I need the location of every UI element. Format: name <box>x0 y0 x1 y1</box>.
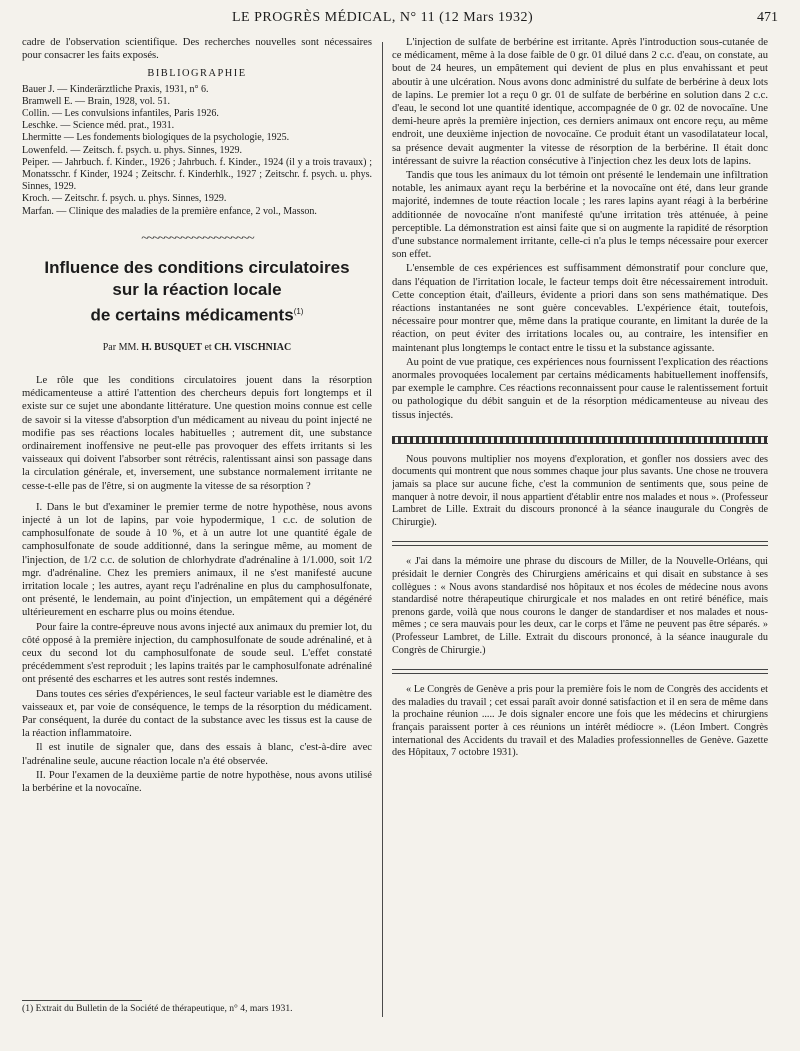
journal-title: LE PROGRÈS MÉDICAL, N° 11 (12 Mars 1932) <box>232 10 534 25</box>
footnote: (1) Extrait du Bulletin de la Société de thérapeutique, n° 4, mars 1931. <box>22 1003 293 1014</box>
article-title-line: sur la réaction locale <box>112 280 282 300</box>
body-paragraph: Pour faire la contre-épreuve nous avons injecté aux animaux du premier lot, du côté opposé à la première injection, du camphosulfonate de soude adrénaliné, et à ceux du second lot du camphosulfonate de soude seul. L'effet constaté précédemment s'est reproduit ; les lapins traités par le camphosulfonate adrénaliné ont présenté des escharres et les autres sont restés indemnes. <box>22 621 372 686</box>
footnote-marker: (1) <box>293 307 304 317</box>
page-number: 471 <box>757 10 778 25</box>
footnote-rule <box>22 1000 142 1001</box>
body-paragraph: I. Dans le but d'examiner le premier terme de notre hypothèse, nous avons injecté à un lot de lapins, par voie hypodermique, 1 c.c. de solution de camphosulfonate de soude à 10 %, et à un autre lot une quantité égale de camphosulfonate de soude additionné, dans la seringue même, au moment de l'injection, de 1/2 c.c. de solution de chlorhydrate d'adrénaline à 1/1.000, soit 1/2 mgr. d'adrénaline. Chez les premiers animaux, il ne s'est manifesté aucune irritation locale ; les autres, ayant reçu l'adrénaline en plus du camphosulfonate, ont présenté, le lendemain, au point d'injection, un empâtement qui a dégénéré ultérieurement en escharre plus ou moins étendue. <box>22 501 372 619</box>
bibliography-entry: Lowenfeld. — Zeitsch. f. psych. u. phys. Sinnes, 1929. <box>22 144 242 156</box>
article-title <box>22 257 372 327</box>
bibliography-list <box>22 84 372 218</box>
body-paragraph: Il est inutile de signaler que, dans des essais à blanc, c'est-à-dire avec l'adrénaline seule, aucune réaction locale n'a été observée. <box>22 742 372 767</box>
quote-text: « J'ai dans la mémoire une phrase du discours de Miller, de la Nouvelle-Orléans, qui présidait le dernier Congrès des Chirurgiens américains et qui disait en substance à ses collègues : « Nous avons standardisé nos hôpitaux et nos écoles de médecine nous avons standardisé notre thérapeutique chirurgicale et nos malades en ont retiré bénéfice, mais prenons garde, voilà que nous courons le danger de standardiser et nos malades et nous-mêmes ; ce sera mauvais pour les deux, car le corps et l'âme ne peuvent pas être séparés. » (Professeur Lambret, de Lille. Extrait du discours prononcé, à la séance inaugurale du Congrès de Chirurgie.) <box>392 556 768 656</box>
bibliography-entry: Leschke. — Science méd. prat., 1931. <box>22 120 175 132</box>
column-divider <box>382 42 383 1017</box>
quote-text: Nous pouvons multiplier nos moyens d'exploration, et gonfler nos dossiers avec des documents qui montrent que nous sommes chaque jour plus savants. Une chose ne trouvera jamais sa place sur aucune fiche, c'est la communion de sentiments que, sous peine de manquer à notre devoir, il nous appartient d'établir entre nos malades et nous ». (Professeur Lambret de Lille. Extrait du discours prononcé à la séance inaugurale du Congrès de Chirurgie). <box>392 453 768 528</box>
article-body-left <box>22 374 372 795</box>
bibliography-heading: BIBLIOGRAPHIE <box>147 68 247 80</box>
article-body-right <box>392 36 768 422</box>
byline <box>22 341 372 354</box>
bibliography-entry: Bauer J. — Kinderärztliche Praxis, 1931, n° 6. <box>22 83 209 95</box>
article-title-line: de certains médicaments <box>90 305 294 325</box>
body-paragraph: II. Pour l'examen de la deuxième partie de notre hypothèse, nous avons utilisé la berbérine et la novocaïne. <box>22 769 372 794</box>
bibliography-entry: Peiper. — Jahrbuch. f. Kinder., 1926 ; Jahrbuch. f. Kinder., 1924 (il y a trois travaux) ; Monatsschr. f Kinder, 1924 ; Zeitschr. f. Kinderhlk., 1927 ; Zeitschr. f. psych. u. phys. Sinnes, 1929. <box>22 156 372 193</box>
body-paragraph: Tandis que tous les animaux du lot témoin ont présenté le lendemain une infiltration notable, les animaux ayant reçu la berbérine et la novocaïne ont été, dans leur grande majorité, indemnes de toute réaction locale ; les rares lapins ayant réagi à la berbérine additionnée de novocaïne n'ont manifesté qu'une irritation très atténuée, à peine perceptible. La démonstration est ainsi faite que si on augmente la rapidité de résorption d'une substance normalement irritante, celle-ci n'a plus le temps nécessaire pour exercer son effet. <box>392 170 768 261</box>
author-name: H. BUSQUET <box>141 341 202 353</box>
bibliography-entry: Kroch. — Zeitschr. f. psych. u. phys. Sinnes, 1929. <box>22 193 227 205</box>
quote-block <box>392 556 768 657</box>
body-paragraph: Le rôle que les conditions circulatoires jouent dans la résorption médicamenteuse a attiré l'attention des chercheurs depuis fort longtemps et il existe sur ce sujet une abondante littérature. Une question moins connue est celle de savoir si la vitesse d'absorption d'un médicament au niveau du point injecté ne modifie pas ses réactions locales habituelles ; autrement dit, une substance ordinairement inoffensive ne peut-elle pas provoquer des effets irritants si les vaisseaux qui doivent l'absorber sont rétrécis, ralentissant ainsi son passage dans la circulation générale, et, inversement, une substance normalement irritante ne cesse-t-elle pas de l'être, si on augmente la vitesse de sa résorption ? <box>22 374 372 492</box>
quote-separator <box>392 541 768 546</box>
section-separator <box>392 436 768 444</box>
body-paragraph: L'injection de sulfate de berbérine est irritante. Après l'introduction sous-cutanée de ce médicament, même à la dose faible de 0 gr. 01 dilué dans 2 c.c. d'eau, on constate, au bout de 24 heures, un empâtement qui devient de plus en plus envahissant et peut aboutir à une ulcération. Nous avons donc administré du sulfate de berbérine à deux lots de lapins. Le premier lot a reçu 0 gr. 01 de sulfate de berbérine en solution dans 2 c.c. d'eau, le second lot une quantité identique, accompagnée de 0 gr. 02 de novocaïne. Une demi-heure après la première injection, ces derniers animaux ont encore reçu, au même endroit, une deuxième injection de novocaïne. Ce produit étant un vasodilatateur local, sa présence devait augmenter la vitesse de résorption de la berbérine. Il était donc intéressant de suivre la réaction consécutive à l'injection chez les deux lots de lapins. <box>392 37 768 167</box>
bibliography-entry: Lhermitte — Les fondements biologiques de la psychologie, 1925. <box>22 132 290 144</box>
quote-block <box>392 454 768 530</box>
section-ornament: ~~~~~~~~~~~~~~~~~~~~ <box>141 230 253 246</box>
right-column <box>392 36 768 1016</box>
bibliography-entry: Marfan. — Clinique des maladies de la première enfance, 2 vol., Masson. <box>22 205 317 217</box>
quote-text: « Le Congrès de Genève a pris pour la première fois le nom de Congrès des accidents et des maladies du travail ; cet essai paraît avoir donné satisfaction et il en sera de même dans la prochaine réunion ..... Je dois signaler encore une fois que les médecins et chirurgiens français paraissent porter à ces réunions un intérêt médiocre ». (Léon Imbert. Congrès international des Accidents du travail et des Maladies professionnelles de Genève. Gazette des Hôpitaux, 7 octobre 1931). <box>392 684 768 759</box>
byline-and: et <box>204 341 212 353</box>
quote-separator <box>392 669 768 674</box>
article-title-line: Influence des conditions circulatoires <box>44 258 350 278</box>
page-header <box>22 8 778 28</box>
bibliography-entry: Collin. — Les convulsions infantiles, Paris 1926. <box>22 108 219 120</box>
body-paragraph: L'ensemble de ces expériences est suffisamment démonstratif pour conclure que, dans l'équation de l'irritation locale, le facteur temps doit être nécessairement introduit. Cette conception était, d'ailleurs, évidente a priori dans son sens mathématique. Des réactions instantanées ne sont guère concevables. L'expérience était, toutefois, nécessaire pour montrer que, même dans la pratique courante, en limitant la durée de la réaction, on peut éviter des irritations locales ou, au contraire, les intensifier en maintenant plus longtemps le contact entre le tissu et la substance agissante. <box>392 263 768 354</box>
bibliography-entry: Bramwell E. — Brain, 1928, vol. 51. <box>22 95 171 107</box>
byline-prefix: Par MM. <box>102 341 139 353</box>
body-paragraph: Au point de vue pratique, ces expériences nous fournissent l'explication des réactions anormales provoquées localement par certains médicaments habituellement inoffensifs, par exemple le camphre. Ces réactions reconnaissent pour cause le ralentissement fortuit ou pathologique du débit sanguin et de la résorption médicamenteuse au niveau des tissus injectés. <box>392 356 768 421</box>
body-paragraph: Dans toutes ces séries d'expériences, le seul facteur variable est le diamètre des vaisseaux et, par voie de conséquence, le temps de la résorption du médicament. Par conséquent, la durée du contact de la substance avec les tissus est la cause de la réaction inflammatoire. <box>22 688 372 740</box>
quote-block <box>392 684 768 760</box>
intro-text: cadre de l'observation scientifique. Des recherches nouvelles sont nécessaires pour consacrer les faits exposés. <box>22 37 372 62</box>
left-column <box>22 36 372 1016</box>
author-name: CH. VISCHNIAC <box>214 341 292 353</box>
